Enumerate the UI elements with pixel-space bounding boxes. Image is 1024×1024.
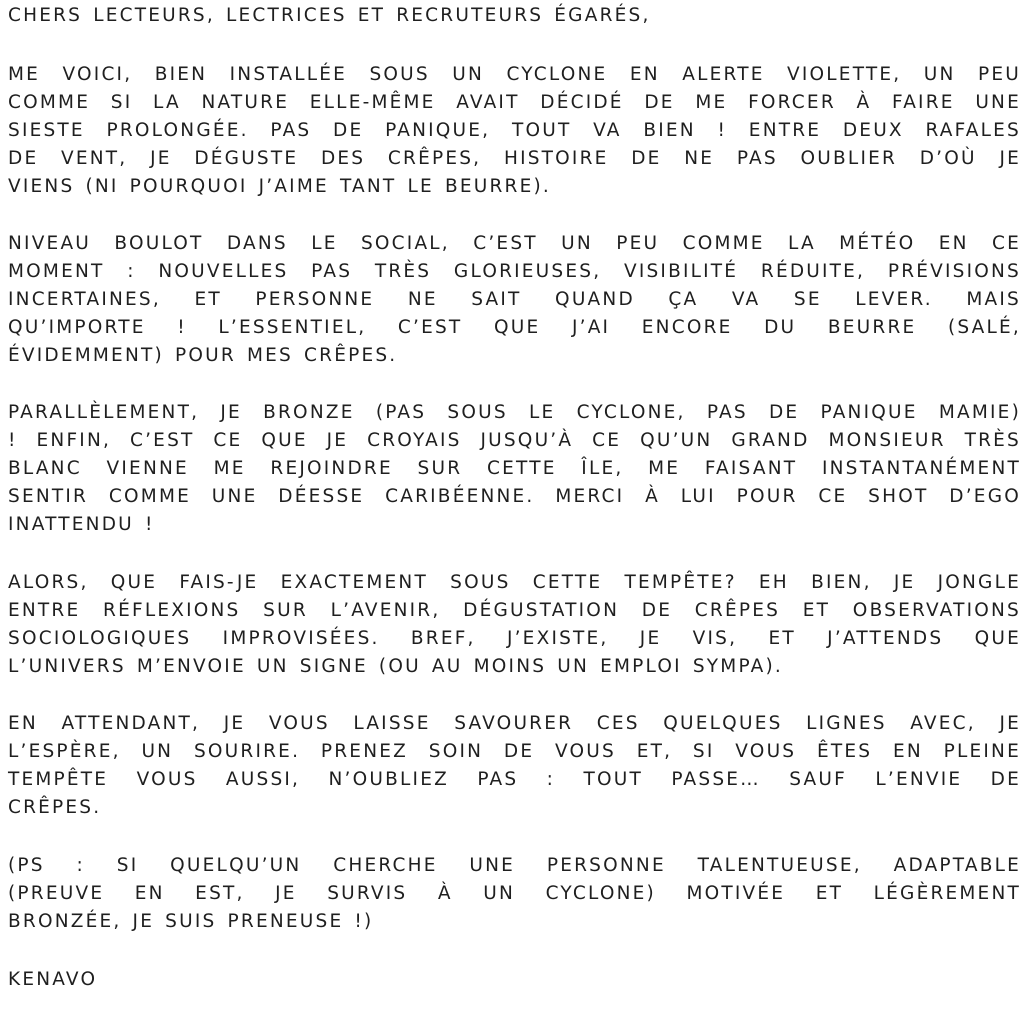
paragraph-5-line-4: CRÊPES.: [8, 797, 102, 818]
paragraph-3-line-2: ! ENFIN, C’EST CE QUE JE CROYAIS JUSQU’À CE QU’UN GRAND MONSIEUR TRÈS: [8, 430, 1021, 451]
signoff: KENAVO: [8, 969, 98, 990]
paragraph-5-line-1: EN ATTENDANT, JE VOUS LAISSE SAVOURER CES QUELQUES LIGNES AVEC, JE: [8, 713, 1021, 734]
paragraph-3-line-1: PARALLÈLEMENT, JE BRONZE (PAS SOUS LE CYCLONE, PAS DE PANIQUE MAMIE): [8, 402, 1021, 423]
paragraph-4-line-3: SOCIOLOGIQUES IMPROVISÉES. BREF, J’EXISTE, JE VIS, ET J’ATTENDS QUE: [8, 628, 1021, 649]
paragraph-1-line-2: COMME SI LA NATURE ELLE-MÊME AVAIT DÉCIDÉ DE ME FORCER À FAIRE UNE: [8, 92, 1021, 113]
paragraph-5-line-3: TEMPÊTE VOUS AUSSI, N’OUBLIEZ PAS : TOUT PASSE… SAUF L’ENVIE DE: [8, 769, 1021, 790]
paragraph-4-line-2: ENTRE RÉFLEXIONS SUR L’AVENIR, DÉGUSTATION DE CRÊPES ET OBSERVATIONS: [8, 600, 1021, 621]
paragraph-2-line-1: NIVEAU BOULOT DANS LE SOCIAL, C’EST UN PEU COMME LA MÉTÉO EN CE: [8, 233, 1021, 254]
paragraph-4-line-1: ALORS, QUE FAIS-JE EXACTEMENT SOUS CETTE TEMPÊTE? EH BIEN, JE JONGLE: [8, 572, 1021, 593]
paragraph-2-line-2: MOMENT : NOUVELLES PAS TRÈS GLORIEUSES, VISIBILITÉ RÉDUITE, PRÉVISIONS: [8, 261, 1021, 282]
paragraph-3-line-3: BLANC VIENNE ME REJOINDRE SUR CETTE ÎLE, ME FAISANT INSTANTANÉMENT: [8, 458, 1021, 479]
paragraph-1-line-3: SIESTE PROLONGÉE. PAS DE PANIQUE, TOUT VA BIEN ! ENTRE DEUX RAFALES: [8, 120, 1021, 141]
postscript-line-1: (PS : SI QUELQU’UN CHERCHE UNE PERSONNE TALENTUEUSE, ADAPTABLE: [8, 855, 1021, 876]
paragraph-2-line-5: ÉVIDEMMENT) POUR MES CRÊPES.: [8, 345, 398, 366]
paragraph-3-line-4: SENTIR COMME UNE DÉESSE CARIBÉENNE. MERCI À LUI POUR CE SHOT D’EGO: [8, 486, 1021, 507]
paragraph-2-line-3: INCERTAINES, ET PERSONNE NE SAIT QUAND ÇA VA SE LEVER. MAIS: [8, 289, 1021, 310]
paragraph-4-line-4: L’UNIVERS M’ENVOIE UN SIGNE (OU AU MOINS UN EMPLOI SYMPA).: [8, 656, 784, 677]
postscript-line-3: BRONZÉE, JE SUIS PRENEUSE !): [8, 911, 374, 932]
paragraph-5-line-2: L’ESPÈRE, UN SOURIRE. PRENEZ SOIN DE VOUS ET, SI VOUS ÊTES EN PLEINE: [8, 741, 1021, 762]
paragraph-1-line-4: DE VENT, JE DÉGUSTE DES CRÊPES, HISTOIRE DE NE PAS OUBLIER D’OÙ JE: [8, 148, 1021, 169]
postscript-line-2: (PREUVE EN EST, JE SURVIS À UN CYCLONE) MOTIVÉE ET LÉGÈREMENT: [8, 883, 1021, 904]
greeting: CHERS LECTEURS, LECTRICES ET RECRUTEURS ÉGARÉS,: [8, 5, 651, 26]
paragraph-2-line-4: QU’IMPORTE ! L’ESSENTIEL, C’EST QUE J’AI ENCORE DU BEURRE (SALÉ,: [8, 317, 1021, 338]
paragraph-1-line-1: ME VOICI, BIEN INSTALLÉE SOUS UN CYCLONE EN ALERTE VIOLETTE, UN PEU: [8, 64, 1021, 85]
paragraph-3-line-5: INATTENDU !: [8, 514, 155, 535]
paragraph-1-line-5: VIENS (NI POURQUOI J’AIME TANT LE BEURRE).: [8, 176, 551, 197]
